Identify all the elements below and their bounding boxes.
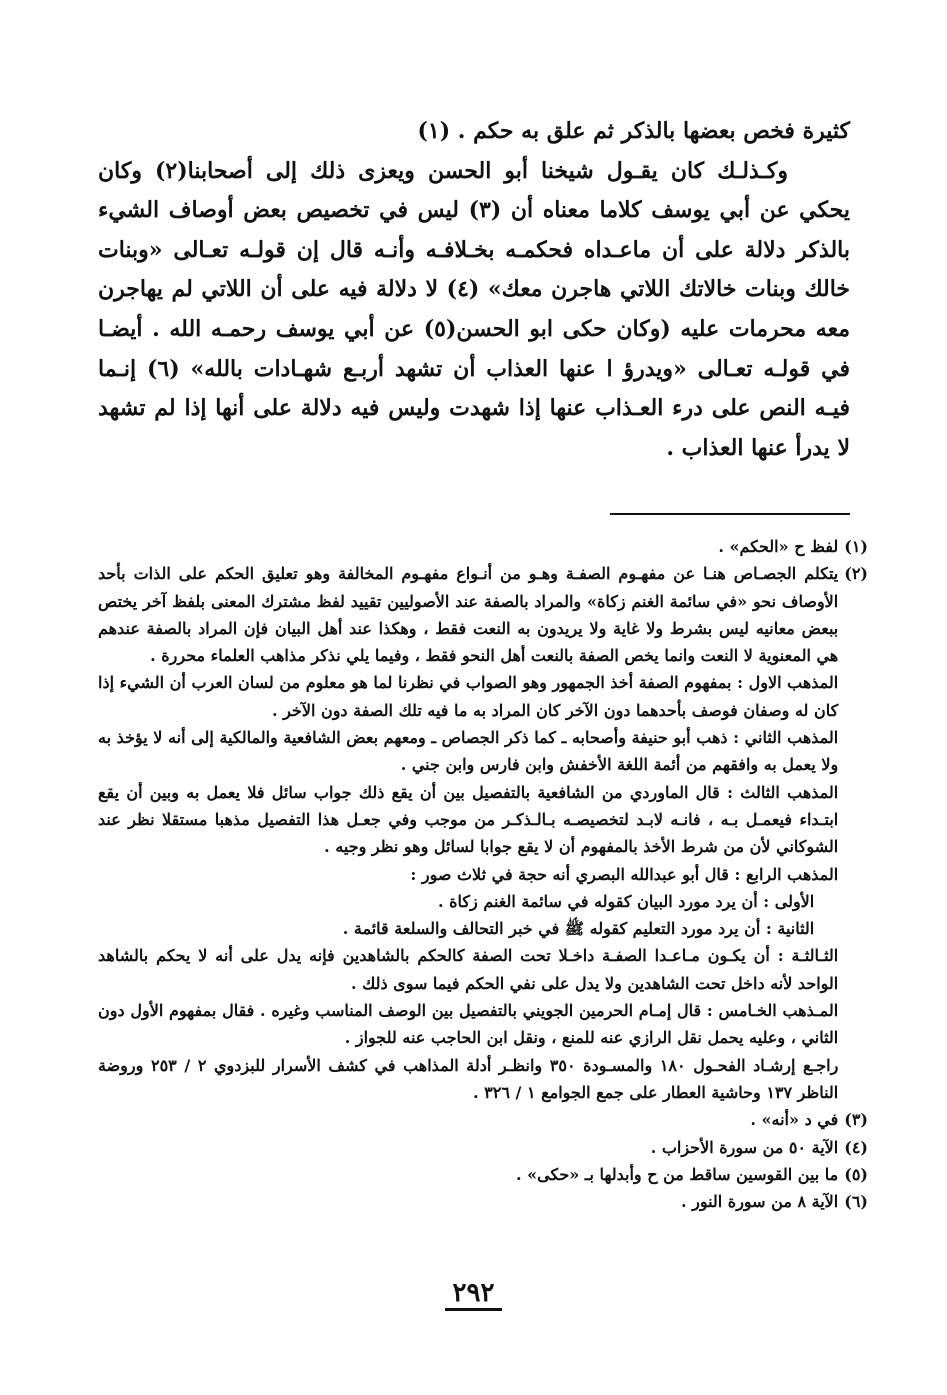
paragraph-1: كثيرة فخص بعضها بالذكر ثم علق به حكم . (١) <box>417 118 850 144</box>
page-number: ٢٩٢ <box>445 1278 503 1311</box>
footnote-line: الآية ٨ من سورة النور . <box>680 1192 839 1212</box>
footnote-number: (٣) <box>844 1110 868 1130</box>
footnote <box>98 533 868 560</box>
footnote-line: الآية ٥٠ من سورة الأحزاب . <box>650 1137 839 1157</box>
footnote-text <box>98 1161 838 1188</box>
main-text <box>98 112 850 468</box>
footnote <box>98 1161 868 1188</box>
footnote-line: لفظ ح «الحكم» . <box>718 537 839 556</box>
footnote-text <box>98 533 838 560</box>
footnote-number: (٤) <box>844 1137 868 1157</box>
footnote-line: يتكلم الجصـاص هنـا عن مفهـوم الصفـة وهـو من أنـواع مفهـوم المخالفة وهو تعليق الحكم على الذات بأحد الأوصاف نحو «في سائمة الغنم زكاة» والمراد بالصفة عند الأصوليين تقييد لفظ مشترك المعنى بلفظ آخر يختص ببعض معانيه ليس بشرط ولا غاية ولا يريدون به النعت فقط ، وهكذا عند أهل البيان فإن المراد بالصفة عندهم هي المعنوية لا النعت وانما يخص الصفة بالنعت أهل النحو فقط ، وفيما يلي نذكر مذاهب العلماء محررة . <box>98 564 839 666</box>
footnote-number: (٢) <box>844 564 868 584</box>
footnote-line: الثـالثـة : أن يكـون مـاعـدا الصفـة داخـلا تحت الصفة كالحكم بالشاهدين فإنه يدل على أنه لا يحكم بالشاهد الواحد لأنه داخل تحت الشاهدين ولا يدل على نفي الحكم فيما سوى ذلك . <box>98 946 839 993</box>
footnote-line: الأولى : أن يرد مورد البيان كقوله في سائمة الغنم زكاة . <box>438 891 815 911</box>
footnote-line: ما بين القوسين ساقط من ح وأبدلها بـ «حكى» . <box>516 1164 839 1184</box>
footnote-separator <box>610 513 850 515</box>
footnote-text <box>98 1134 838 1161</box>
paragraph-2: وكـذلـك كان يقـول شيخنا أبو الحسن ويعزى ذلك إلى أصحابنا(٢) وكان يحكي عن أبي يوسف كلاما معناه أن (٣) ليس في تخصيص بعض أوصاف الشيء بالذكر دلالة على أن ماعـداه فحكمـه بخـلافـه وأنـه قال إن قولـه تعـالى «وبنات خالك وبنات خالاتك اللاتي هاجرن معك» (٤) لا دلالة فيه على أن اللاتي لم يهاجرن معه محرمات عليه (وكان حكى ابو الحسن(٥) عن أبي يوسف رحمـه الله . أيضـا في قولـه تعـالى «ويدرؤ ا عنها العذاب أن تشهد أربـع شهـادات بالله» (٦) إنـما فيـه النص على درء العـذاب عنها إذا شهدت وليس فيه دلالة على أنها إذا لم تشهد لا يدرأ عنها العذاب . <box>98 157 850 461</box>
footnote-number: (٦) <box>844 1192 868 1212</box>
footnote-number: (١) <box>844 537 868 556</box>
footnote <box>98 560 868 1106</box>
footnote-line: المذهب الرابع : قال أبو عبدالله البصري أنه حجة في ثلاث صور : <box>410 864 839 884</box>
footnote-line: راجـع إرشـاد الفحـول ١٨٠ والمسـودة ٣٥٠ وانظـر أدلة المذاهب في كشف الأسرار للبزدوي ٢ / ٢٥٣ وروضة الناظر ١٣٧ وحاشية العطار على جمع الجوامع ١ / ٣٢٦ . <box>98 1055 839 1102</box>
footnote-line: الثانية : أن يرد مورد التعليم كقوله ﷺ في خبر التحالف والسلعة قائمة . <box>342 919 815 939</box>
footnote-text <box>98 1106 838 1133</box>
footnote-number: (٥) <box>844 1164 868 1184</box>
footnote-line: المذهب الثاني : ذهب أبو حنيفة وأصحابه ـ كما ذكر الجصاص ـ ومعهم بعض الشافعية والمالكية إلى أنه لا يؤخذ به ولا يعمل به وافقهم من أئمة اللغة الأخفش وابن فارس وابن جني . <box>98 728 839 775</box>
footnote <box>98 1188 868 1215</box>
footnote-text <box>98 560 838 1106</box>
footnote <box>98 1106 868 1133</box>
footnote-line: المـذهب الخـامس : قال إمـام الحرمين الجويني بالتفصيل بين الوصف المناسب وغيره . فقال بمفهوم الأول دون الثاني ، وعليه يحمل نقل الرازي عنه للمنع ، ونقل ابن الحاجب عنه للجواز . <box>98 1001 839 1048</box>
footnote-text <box>98 1188 838 1215</box>
footnote-line: المذهب الثالث : قال الماوردي من الشافعية بالتفصيل بين أن يقع ذلك جواب سائل فلا يعمل به وبين أن يقع ابتـداء فيعمـل بـه ، فانـه لابـد لتخصيصـه بـالـذكـر من موجب وفي جعـل هذا التفصيل مذهبا مستقلا نظر عند الشوكاني لأن من شرط الأخذ بالمفهوم أن لا يقع جوابا لسائل وهو نظر وجيه . <box>98 782 839 857</box>
footnote-line: المذهب الاول : بمفهوم الصفة أخذ الجمهور وهو الصواب في نظرنا لما هو معلوم من لسان العرب أن الشيء إذا كان له وصفان فوصف بأحدهما دون الآخر كان المراد به ما فيه تلك الصفة دون الآخر . <box>98 673 839 720</box>
page-footer <box>0 1278 947 1308</box>
footnotes <box>98 533 868 1215</box>
footnote <box>98 1134 868 1161</box>
footnote-line: في د «أنه» . <box>750 1110 839 1130</box>
